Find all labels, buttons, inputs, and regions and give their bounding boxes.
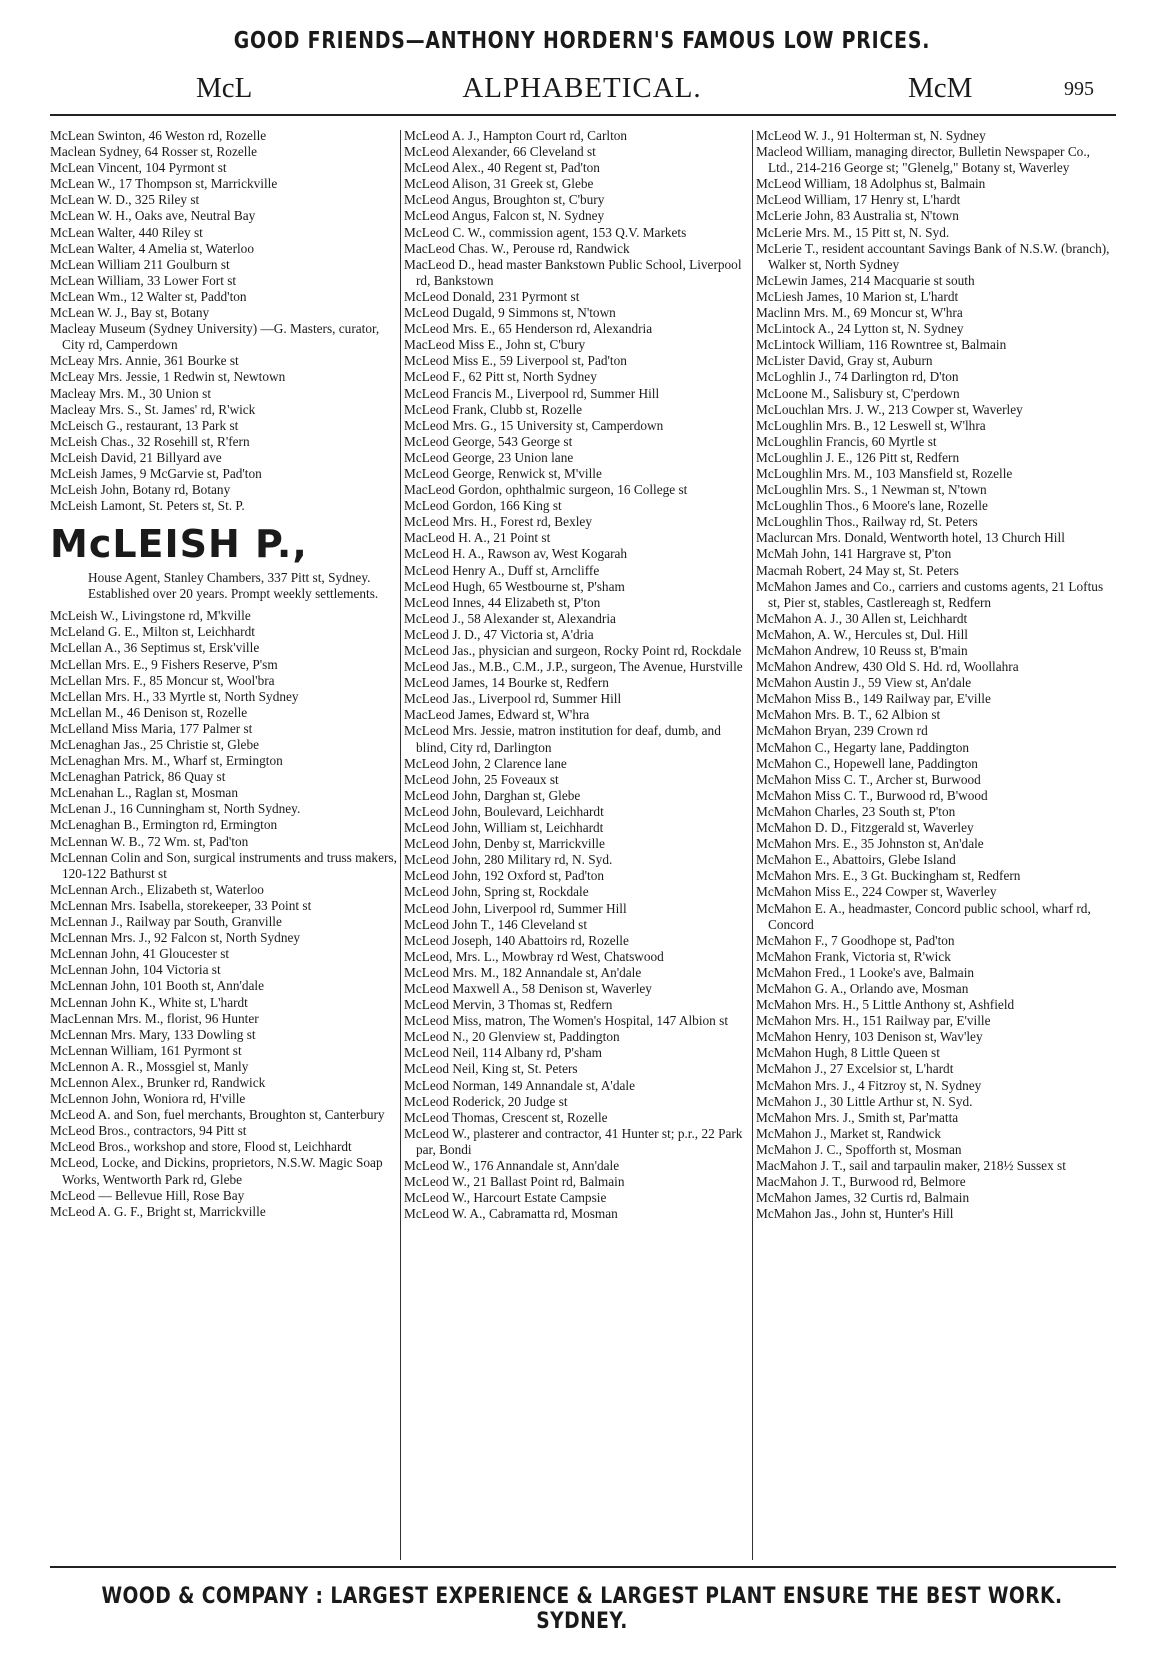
directory-entry: McLellan Mrs. H., 33 Myrtle st, North Sydney <box>50 688 299 704</box>
directory-entry: McLeish James, 9 McGarvie st, Pad'ton <box>50 465 262 481</box>
directory-entry: McLennan John K., White st, L'hardt <box>50 994 248 1010</box>
directory-entry: McLenan J., 16 Cunningham st, North Sydney. <box>50 801 301 817</box>
directory-entry: McLoughlin Mrs. B., 12 Leswell st, W'lhra <box>756 417 986 433</box>
directory-entry: McLeod A. G. F., Bright st, Marrickville <box>50 1203 266 1219</box>
directory-entry: McLennon Alex., Brunker rd, Randwick <box>50 1074 266 1090</box>
directory-entry: McMahon Mrs. E., 35 Johnston st, An'dale <box>756 836 984 852</box>
directory-entry: McLeod F., 62 Pitt st, North Sydney <box>404 369 597 385</box>
directory-entry: McLerie T., resident accountant Savings Bank of N.S.W. (branch), Walker st, North Sydney <box>756 240 1110 272</box>
directory-entry: McLeod George, Renwick st, M'ville <box>404 465 602 481</box>
directory-entry: McLoughlin Mrs. M., 103 Mansfield st, Rozelle <box>756 465 1013 481</box>
directory-entry: McLeod Alison, 31 Greek st, Glebe <box>404 176 594 192</box>
directory-entry: McLean W. J., Bay st, Botany <box>50 305 210 321</box>
directory-entry: McLeod Gordon, 166 King st <box>404 498 562 514</box>
directory-entry: MacMahon J. T., Burwood rd, Belmore <box>756 1174 966 1190</box>
directory-entry: McMahon Jas., John st, Hunter's Hill <box>756 1206 954 1222</box>
directory-entry: McLeod John T., 146 Cleveland st <box>404 916 588 932</box>
directory-entry: McLeish Lamont, St. Peters st, St. P. <box>50 498 245 514</box>
directory-entry: McLean Walter, 4 Amelia st, Waterloo <box>50 240 254 256</box>
directory-entry: McLeod John, Denby st, Marrickville <box>404 836 605 852</box>
directory-entry: McLennan Mrs. Isabella, storekeeper, 33 Point st <box>50 897 312 913</box>
directory-entry: McLoughlin Francis, 60 Myrtle st <box>756 433 937 449</box>
directory-entry: McMahon Andrew, 10 Reuss st, B'main <box>756 643 968 658</box>
directory-entry: McLeod Mrs. H., Forest rd, Bexley <box>404 514 592 530</box>
directory-entry: Maclinn Mrs. M., 69 Moncur st, W'hra <box>756 305 963 321</box>
column-3-entries <box>756 128 1116 1222</box>
directory-entry: McLiesh James, 10 Marion st, L'hardt <box>756 288 959 304</box>
directory-entry: McLellan Mrs. F., 85 Moncur st, Wool'bra <box>50 672 275 688</box>
directory-entry: McLeod W., Harcourt Estate Campsie <box>404 1190 607 1206</box>
directory-entry: McLennan Arch., Elizabeth st, Waterloo <box>50 881 264 897</box>
page-number: 995 <box>1064 78 1094 100</box>
directory-entry: McLeod John, 25 Foveaux st <box>404 771 559 787</box>
directory-entry: McLean Vincent, 104 Pyrmont st <box>50 160 227 176</box>
directory-entry: McLeod Miss, matron, The Women's Hospital, 147 Albion st <box>404 1013 729 1029</box>
directory-entry: McLeod A. J., Hampton Court rd, Carlton <box>404 128 628 143</box>
directory-entry: McMahon G. A., Orlando ave, Mosman <box>756 980 969 996</box>
directory-entry: McLean Wm., 12 Walter st, Padd'ton <box>50 288 247 304</box>
bottom-advert-banner: WOOD & COMPANY : LARGEST EXPERIENCE & LARGEST PLANT ENSURE THE BEST WORK. SYDNEY. <box>101 1584 1063 1634</box>
directory-entry: McLean W., 17 Thompson st, Marrickville <box>50 176 278 192</box>
advert-text: House Agent, Stanley Chambers, 337 Pitt st, Sydney. Established over 20 years. Prompt weekly settlements. <box>88 570 379 602</box>
directory-entry: McLennan William, 161 Pyrmont st <box>50 1042 242 1058</box>
directory-entry: McMahon J. C., Spofforth st, Mosman <box>756 1141 962 1157</box>
directory-entry: Maclurcan Mrs. Donald, Wentworth hotel, 13 Church Hill <box>756 530 1065 546</box>
heading-right-range: McM <box>908 72 973 104</box>
directory-entry: McMahon E. A., headmaster, Concord public school, wharf rd, Concord <box>756 900 1091 932</box>
directory-entry: McLennan Mrs. Mary, 133 Dowling st <box>50 1026 256 1042</box>
directory-entry: McLennan John, 101 Booth st, Ann'dale <box>50 978 265 994</box>
directory-entry: McLeod J. D., 47 Victoria st, A'dria <box>404 626 594 642</box>
directory-entry: McLeod Mervin, 3 Thomas st, Redfern <box>404 997 613 1013</box>
directory-entry: McLeod J., 58 Alexander st, Alexandria <box>404 610 616 626</box>
directory-entry: McMahon Hugh, 8 Little Queen st <box>756 1045 940 1061</box>
directory-entry: McLeod Alexander, 66 Cleveland st <box>404 144 596 160</box>
directory-entry: McLennan John, 104 Victoria st <box>50 962 221 978</box>
column-1-entries-b <box>50 608 398 1220</box>
directory-entry: McLerie Mrs. M., 15 Pitt st, N. Syd. <box>756 224 950 240</box>
directory-entry: McLeod Donald, 231 Pyrmont st <box>404 288 580 304</box>
directory-entry: McLean W. H., Oaks ave, Neutral Bay <box>50 208 256 224</box>
advert-name: McLEISH P., <box>50 522 308 567</box>
directory-entry: McLeod W., 21 Ballast Point rd, Balmain <box>404 1174 625 1190</box>
directory-entry: McMahon Frank, Victoria st, R'wick <box>756 948 951 964</box>
directory-entry: McLoone M., Salisbury st, C'perdown <box>756 385 960 401</box>
directory-entry: Macleay Mrs. S., St. James' rd, R'wick <box>50 401 256 417</box>
directory-entry: McLoughlin Thos., 6 Moore's lane, Rozelle <box>756 498 988 514</box>
directory-entry: McLenaghan Patrick, 86 Quay st <box>50 769 226 785</box>
directory-entry: McLeod Neil, King st, St. Peters <box>404 1061 578 1077</box>
directory-entry: McLennan W. B., 72 Wm. st, Pad'ton <box>50 833 249 849</box>
directory-entry: McLeod George, 543 George st <box>404 433 573 449</box>
directory-entry: McLeisch G., restaurant, 13 Park st <box>50 417 239 433</box>
directory-entry: McLeod C. W., commission agent, 153 Q.V. Markets <box>404 224 687 240</box>
directory-entry: McLeod John, Darghan st, Glebe <box>404 787 581 803</box>
directory-entry: McMahon, A. W., Hercules st, Dul. Hill <box>756 626 968 642</box>
directory-entry: McLeish Chas., 32 Rosehill st, R'fern <box>50 433 250 449</box>
directory-entry: McLeod Mrs. E., 65 Henderson rd, Alexandria <box>404 321 653 337</box>
directory-entry: McLean W. D., 325 Riley st <box>50 192 200 208</box>
directory-entry: McLeod Miss E., 59 Liverpool st, Pad'ton <box>404 353 627 369</box>
directory-entry: McLeod Neil, 114 Albany rd, P'sham <box>404 1045 603 1061</box>
directory-entry: McLerie John, 83 Australia st, N'town <box>756 208 959 224</box>
directory-entry: McLenaghan Jas., 25 Christie st, Glebe <box>50 737 260 752</box>
directory-entry: McMahon James, 32 Curtis rd, Balmain <box>756 1190 970 1206</box>
directory-entry: MacLeod James, Edward st, W'hra <box>404 707 590 723</box>
directory-entry: McLeod Bros., contractors, 94 Pitt st <box>50 1123 247 1139</box>
directory-entry: McLeod Henry A., Duff st, Arncliffe <box>404 562 600 578</box>
directory-entry: McLennan Colin and Son, surgical instruments and truss makers, 120-122 Bathurst st <box>50 849 397 881</box>
directory-entry: McLeod Roderick, 20 Judge st <box>404 1093 568 1109</box>
directory-entry: McLister David, Gray st, Auburn <box>756 353 933 369</box>
directory-entry: McLeod, Mrs. L., Mowbray rd West, Chatswood <box>404 948 664 964</box>
directory-entry: McLellan Mrs. E., 9 Fishers Reserve, P'sm <box>50 656 278 672</box>
directory-entry: McMahon Mrs. E., 3 Gt. Buckingham st, Redfern <box>756 868 1021 884</box>
directory-entry: McMahon Mrs. H., 5 Little Anthony st, Ashfield <box>756 997 1015 1013</box>
directory-entry: McLellan M., 46 Denison st, Rozelle <box>50 704 248 720</box>
mcleish-advert <box>50 522 398 602</box>
directory-entry: McLeod John, Spring st, Rockdale <box>404 884 589 900</box>
directory-entry: McLeod Alex., 40 Regent st, Pad'ton <box>404 160 600 176</box>
directory-entry: McLeod A. and Son, fuel merchants, Broughton st, Canterbury <box>50 1107 385 1123</box>
directory-entry: McLeod N., 20 Glenview st, Paddington <box>404 1029 620 1045</box>
top-advert-banner: GOOD FRIENDS—ANTHONY HORDERN'S FAMOUS LOW PRICES. <box>233 28 931 54</box>
directory-entry: McLeod H. A., Rawson av, West Kogarah <box>404 546 628 562</box>
directory-entry: McLeish W., Livingstone rd, M'kville <box>50 608 251 624</box>
footer-rule <box>50 1566 1116 1568</box>
directory-entry: McMahon Bryan, 239 Crown rd <box>756 723 928 739</box>
directory-entry: McLennan Mrs. J., 92 Falcon st, North Sydney <box>50 930 301 946</box>
column-2-entries <box>404 128 750 1222</box>
directory-entry: McLennon A. R., Mossgiel st, Manly <box>50 1058 249 1074</box>
directory-entry: McLeod John, William st, Leichhardt <box>404 820 604 836</box>
directory-entry: Macleay Mrs. M., 30 Union st <box>50 385 212 401</box>
directory-entry: McMahon J., 30 Little Arthur st, N. Syd. <box>756 1093 973 1109</box>
directory-entry: McLennon John, Woniora rd, H'ville <box>50 1091 246 1107</box>
directory-entry: McMahon Miss E., 224 Cowper st, Waverley <box>756 884 997 900</box>
directory-entry: McLintock William, 116 Rowntree st, Balmain <box>756 337 1007 353</box>
directory-entry: Macmah Robert, 24 May st, St. Peters <box>756 562 959 578</box>
directory-entry: McLeod Dugald, 9 Simmons st, N'town <box>404 305 616 321</box>
directory-entry: McMahon Miss C. T., Archer st, Burwood <box>756 771 981 787</box>
directory-entry: McLeod William, 18 Adolphus st, Balmain <box>756 176 986 192</box>
directory-entry: McLeod Joseph, 140 Abattoirs rd, Rozelle <box>404 932 629 948</box>
directory-entry: McMah John, 141 Hargrave st, P'ton <box>756 546 952 562</box>
directory-entry: McLennan John, 41 Gloucester st <box>50 946 230 962</box>
directory-entry: McLeod Jas., physician and surgeon, Rocky Point rd, Rockdale <box>404 643 742 658</box>
directory-entry: McMahon Miss B., 149 Railway par, E'ville <box>756 691 991 707</box>
directory-entry: McMahon Mrs. H., 151 Railway par, E'ville <box>756 1013 991 1029</box>
directory-entry: McMahon James and Co., carriers and customs agents, 21 Loftus st, Pier st, stables, Castlereagh st, Redfern <box>756 578 1104 610</box>
directory-entry: McLeod Innes, 44 Elizabeth st, P'ton <box>404 594 601 610</box>
directory-entry: MacLeod Gordon, ophthalmic surgeon, 16 College st <box>404 482 688 498</box>
heading-title: ALPHABETICAL. <box>462 72 702 104</box>
directory-entry: McLeish David, 21 Billyard ave <box>50 449 222 465</box>
directory-entry: Maclean Sydney, 64 Rosser st, Rozelle <box>50 144 258 160</box>
directory-entry: MacLeod D., head master Bankstown Public School, Liverpool rd, Bankstown <box>404 256 742 288</box>
directory-entry: MacLennan Mrs. M., florist, 96 Hunter <box>50 1010 259 1026</box>
directory-entry: McLouchlan Mrs. J. W., 213 Cowper st, Waverley <box>756 401 1023 417</box>
directory-entry: McMahon F., 7 Goodhope st, Pad'ton <box>756 932 955 948</box>
directory-entry: McLenaghan Mrs. M., Wharf st, Ermington <box>50 753 283 769</box>
directory-entry: McLeod Frank, Clubb st, Rozelle <box>404 401 583 417</box>
directory-entry: McMahon Charles, 23 South st, P'ton <box>756 803 956 819</box>
directory-entry: MacLeod Miss E., John st, C'bury <box>404 337 586 353</box>
directory-entry: McLeland G. E., Milton st, Leichhardt <box>50 624 255 640</box>
directory-entry: McLeod Bros., workshop and store, Flood st, Leichhardt <box>50 1139 352 1155</box>
directory-entry: McMahon Fred., 1 Looke's ave, Balmain <box>756 964 975 980</box>
directory-entry: McMahon C., Hopewell lane, Paddington <box>756 755 978 771</box>
directory-entry: McLeod Jas., Liverpool rd, Summer Hill <box>404 691 622 707</box>
directory-entry: McLeod Angus, Broughton st, C'bury <box>404 192 605 208</box>
directory-entry: McMahon Henry, 103 Denison st, Wav'ley <box>756 1029 983 1045</box>
directory-entry: McLeod John, Liverpool rd, Summer Hill <box>404 900 627 916</box>
directory-entry: McLeod W., plasterer and contractor, 41 Hunter st; p.r., 22 Park par, Bondi <box>404 1125 743 1157</box>
directory-entry: McLeod W. A., Cabramatta rd, Mosman <box>404 1206 618 1222</box>
directory-entry: McLeod Mrs. M., 182 Annandale st, An'dale <box>404 964 642 980</box>
directory-entry: McLeod Hugh, 65 Westbourne st, P'sham <box>404 578 625 594</box>
directory-entry: McLeod William, 17 Henry st, L'hardt <box>756 192 961 208</box>
directory-entry: MacLeod H. A., 21 Point st <box>404 530 551 546</box>
page-heading <box>0 72 1164 108</box>
directory-entry: McLenahan L., Raglan st, Mosman <box>50 785 238 801</box>
directory-entry: McLewin James, 214 Macquarie st south <box>756 272 975 288</box>
directory-entry: McLeod Maxwell A., 58 Denison st, Waverley <box>404 980 652 996</box>
directory-entry: McLeod James, 14 Bourke st, Redfern <box>404 675 609 691</box>
directory-entry: McLeish John, Botany rd, Botany <box>50 482 231 498</box>
directory-entry: McLeod George, 23 Union lane <box>404 449 574 465</box>
directory-entry: McLintock A., 24 Lytton st, N. Sydney <box>756 321 964 337</box>
directory-entry: MacMahon J. T., sail and tarpaulin maker, 218½ Sussex st <box>756 1158 1066 1173</box>
heading-rule <box>50 114 1116 116</box>
directory-entry: McMahon Miss C. T., Burwood rd, B'wood <box>756 787 988 803</box>
directory-entry: McLeod John, 192 Oxford st, Pad'ton <box>404 868 604 884</box>
directory-entry: McLeod Norman, 149 Annandale st, A'dale <box>404 1077 635 1093</box>
directory-entry: McLeod John, Boulevard, Leichhardt <box>404 803 604 819</box>
column-divider <box>752 130 753 1560</box>
column-1-entries-a <box>50 128 398 514</box>
directory-entry: McMahon D. D., Fitzgerald st, Waverley <box>756 820 974 836</box>
directory-entry: McLean Walter, 440 Riley st <box>50 224 203 240</box>
directory-entry: McLeod Mrs. G., 15 University st, Camperdown <box>404 417 664 433</box>
directory-entry: McLenaghan B., Ermington rd, Ermington <box>50 817 278 833</box>
column-divider <box>400 130 401 1560</box>
directory-entry: McLoughlin J. E., 126 Pitt st, Redfern <box>756 449 960 465</box>
directory-entry: McMahon Mrs. B. T., 62 Albion st <box>756 707 941 723</box>
directory-entry: McLean William, 33 Lower Fort st <box>50 272 237 288</box>
directory-entry: McMahon Mrs. J., 4 Fitzroy st, N. Sydney <box>756 1077 982 1093</box>
directory-entry: McLeod John, 2 Clarence lane <box>404 755 567 771</box>
directory-entry: McMahon E., Abattoirs, Glebe Island <box>756 852 956 868</box>
directory-entry: Macleod William, managing director, Bulletin Newspaper Co., Ltd., 214-216 George st; "Glenelg," Botany st, Waverley <box>756 144 1090 176</box>
heading-left-range: McL <box>196 72 253 104</box>
directory-entry: McMahon J., 27 Excelsior st, L'hardt <box>756 1061 954 1077</box>
directory-entry: McLeod, Locke, and Dickins, proprietors, N.S.W. Magic Soap Works, Wentworth Park rd, Glebe <box>50 1155 383 1187</box>
directory-entry: McLeod W., 176 Annandale st, Ann'dale <box>404 1158 620 1173</box>
directory-entry: McLennan J., Railway par South, Granville <box>50 914 282 930</box>
directory-entry: McLeay Mrs. Annie, 361 Bourke st <box>50 353 239 369</box>
directory-entry: McLean William 211 Goulburn st <box>50 256 230 272</box>
directory-entry: McLean Swinton, 46 Weston rd, Rozelle <box>50 128 267 143</box>
directory-entry: McLoughlin Mrs. S., 1 Newman st, N'town <box>756 482 987 498</box>
directory-entry: McMahon Mrs. J., Smith st, Par'matta <box>756 1109 959 1125</box>
directory-entry: McLeod W. J., 91 Holterman st, N. Sydney <box>756 128 986 143</box>
column-3 <box>756 128 1116 1560</box>
directory-entry: McLellan A., 36 Septimus st, Ersk'ville <box>50 640 260 656</box>
directory-entry: McLeay Mrs. Jessie, 1 Redwin st, Newtown <box>50 369 286 385</box>
directory-entry: Macleay Museum (Sydney University) —G. Masters, curator, City rd, Camperdown <box>50 321 380 353</box>
directory-entry: McLelland Miss Maria, 177 Palmer st <box>50 720 253 736</box>
directory-entry: McLeod — Bellevue Hill, Rose Bay <box>50 1187 245 1203</box>
directory-entry: McMahon J., Market st, Randwick <box>756 1125 942 1141</box>
directory-entry: McLeod John, 280 Military rd, N. Syd. <box>404 852 613 868</box>
directory-entry: McMahon C., Hegarty lane, Paddington <box>756 739 970 755</box>
directory-entry: McMahon Andrew, 430 Old S. Hd. rd, Woollahra <box>756 659 1019 675</box>
directory-entry: McLeod Jas., M.B., C.M., J.P., surgeon, The Avenue, Hurstville <box>404 659 743 675</box>
directory-entry: McMahon Austin J., 59 View st, An'dale <box>756 675 972 691</box>
directory-entry: McMahon A. J., 30 Allen st, Leichhardt <box>756 610 968 626</box>
column-1 <box>50 128 398 1560</box>
directory-entry: McLeod Angus, Falcon st, N. Sydney <box>404 208 605 224</box>
directory-entry: McLeod Thomas, Crescent st, Rozelle <box>404 1109 608 1125</box>
directory-entry: MacLeod Chas. W., Perouse rd, Randwick <box>404 240 630 256</box>
column-2 <box>404 128 750 1560</box>
directory-entry: McLeod Francis M., Liverpool rd, Summer Hill <box>404 385 660 401</box>
directory-entry: McLoghlin J., 74 Darlington rd, D'ton <box>756 369 959 385</box>
directory-entry: McLeod Mrs. Jessie, matron institution for deaf, dumb, and blind, City rd, Darlington <box>404 723 721 755</box>
directory-entry: McLoughlin Thos., Railway rd, St. Peters <box>756 514 978 530</box>
